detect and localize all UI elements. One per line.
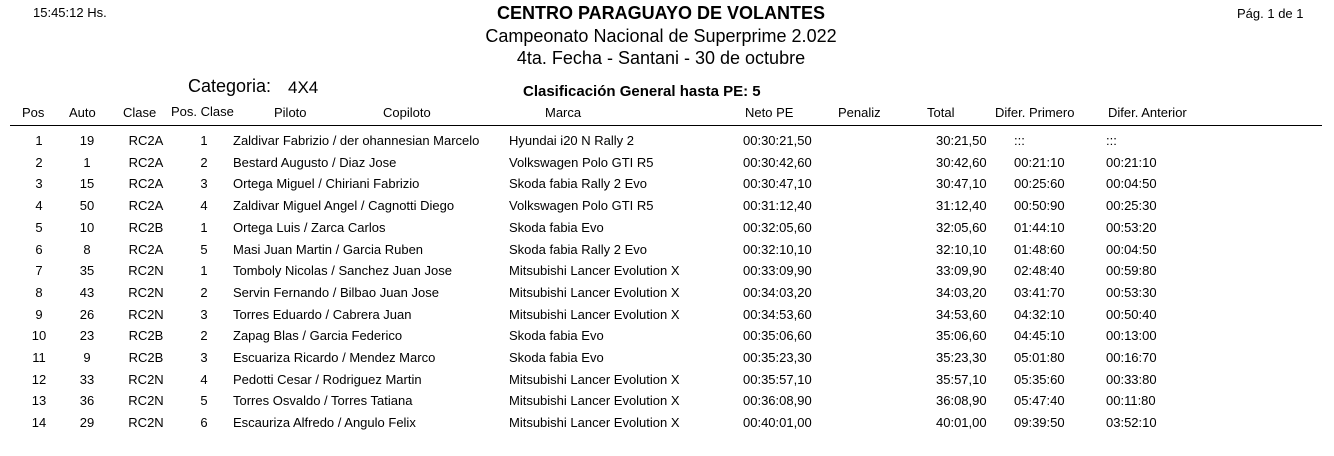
cell-pos: 6: [35, 241, 43, 257]
table-row: [0, 303, 1334, 325]
cell-clase: RC2B: [128, 219, 164, 235]
cell-crew: Zaldivar Miguel Angel / Cagnotti Diego: [233, 198, 455, 214]
cell-pos: 5: [35, 219, 43, 235]
cell-marca: Mitsubishi Lancer Evolution X: [509, 415, 680, 431]
table-row: [0, 324, 1334, 346]
cell-marca: Skoda fabia Evo: [509, 219, 604, 235]
report-time: 15:45:12 Hs.: [33, 5, 107, 20]
cell-auto: 15: [79, 176, 95, 192]
cell-marca: Skoda fabia Rally 2 Evo: [509, 176, 648, 192]
col-header-dif-primero: Difer. Primero: [995, 105, 1075, 120]
cell-crew: Torres Eduardo / Cabrera Juan: [233, 306, 412, 322]
table-row: [0, 411, 1334, 433]
cell-pos: 13: [31, 393, 47, 409]
col-header-marca: Marca: [545, 105, 582, 120]
cell-dif-anterior: 00:25:30: [1106, 198, 1157, 214]
cell-dif-primero: 00:25:60: [1014, 176, 1065, 192]
cell-total: 33:09,90: [936, 263, 987, 279]
cell-crew: Bestard Augusto / Diaz Jose: [233, 154, 397, 170]
col-header-piloto: Piloto: [274, 105, 307, 120]
cell-dif-primero: 03:41:70: [1014, 284, 1065, 300]
cell-auto: 29: [79, 415, 95, 431]
cell-dif-anterior: 00:04:50: [1106, 176, 1157, 192]
cell-pos: 9: [35, 306, 43, 322]
cell-dif-primero: :::: [1014, 133, 1025, 148]
cell-auto: 50: [79, 198, 95, 214]
cell-pos-clase: 5: [200, 393, 208, 409]
cell-marca: Mitsubishi Lancer Evolution X: [509, 263, 680, 279]
cell-marca: Skoda fabia Evo: [509, 350, 604, 365]
cell-dif-anterior: 00:50:40: [1106, 306, 1157, 322]
col-header-neto: Neto PE: [745, 105, 794, 120]
cell-total: 34:53,60: [936, 306, 987, 322]
table-row: [0, 238, 1334, 260]
cell-neto: 00:35:57,10: [743, 371, 812, 387]
cell-auto: 9: [83, 350, 91, 365]
cell-marca: Skoda fabia Evo: [509, 328, 604, 344]
cell-clase: RC2A: [128, 241, 164, 257]
cell-neto: 00:32:10,10: [743, 241, 812, 257]
cell-neto: 00:30:42,60: [743, 154, 812, 170]
cell-marca: Volkswagen Polo GTI R5: [509, 198, 654, 214]
table-row: [0, 389, 1334, 411]
cell-clase: RC2N: [128, 371, 164, 387]
cell-clase: RC2N: [128, 393, 164, 409]
cell-total: 32:05,60: [936, 219, 987, 235]
cell-crew: Ortega Luis / Zarca Carlos: [233, 219, 386, 235]
cell-pos-clase: 6: [200, 415, 208, 431]
cell-pos: 8: [35, 284, 43, 300]
cell-total: 31:12,40: [936, 198, 987, 214]
cell-auto: 26: [79, 306, 95, 322]
cell-clase: RC2N: [128, 306, 164, 322]
cell-crew: Escauriza Alfredo / Angulo Felix: [233, 415, 416, 431]
cell-auto: 33: [79, 371, 95, 387]
cell-dif-primero: 09:39:50: [1014, 415, 1065, 431]
cell-total: 30:42,60: [936, 154, 987, 170]
cell-neto: 00:31:12,40: [743, 198, 812, 214]
table-row: [0, 194, 1334, 216]
cell-neto: 00:33:09,90: [743, 263, 812, 279]
cell-dif-anterior: 00:53:20: [1106, 219, 1157, 235]
cell-pos: 12: [31, 371, 47, 387]
cell-neto: 00:30:47,10: [743, 176, 812, 192]
cell-pos: 10: [31, 328, 47, 344]
cell-clase: RC2A: [128, 133, 164, 148]
cell-crew: Tomboly Nicolas / Sanchez Juan Jose: [233, 263, 452, 279]
col-header-auto: Auto: [69, 105, 96, 120]
cell-clase: RC2A: [128, 176, 164, 192]
cell-clase: RC2N: [128, 284, 164, 300]
col-header-copiloto: Copiloto: [383, 105, 431, 120]
report-title: CENTRO PARAGUAYO DE VOLANTES: [496, 3, 826, 23]
championship-name: Campeonato Nacional de Superprime 2.022: [485, 26, 837, 46]
cell-dif-primero: 05:01:80: [1014, 350, 1065, 365]
cell-dif-anterior: 00:33:80: [1106, 371, 1157, 387]
cell-pos-clase: 1: [200, 219, 208, 235]
cell-auto: 43: [79, 284, 95, 300]
col-header-pos-clase: Pos. Clase: [171, 104, 234, 119]
cell-dif-primero: 04:45:10: [1014, 328, 1065, 344]
cell-pos-clase: 3: [200, 176, 208, 192]
table-row: [0, 281, 1334, 303]
cell-dif-anterior: 00:53:30: [1106, 284, 1157, 300]
cell-dif-primero: 05:35:60: [1014, 371, 1065, 387]
cell-auto: 8: [83, 241, 91, 257]
cell-dif-primero: 02:48:40: [1014, 263, 1065, 279]
cell-neto: 00:35:23,30: [743, 350, 812, 365]
cell-neto: 00:40:01,00: [743, 415, 812, 431]
cell-crew: Escuariza Ricardo / Mendez Marco: [233, 350, 436, 365]
cell-marca: Mitsubishi Lancer Evolution X: [509, 284, 680, 300]
cell-clase: RC2B: [128, 328, 164, 344]
col-header-total: Total: [927, 105, 955, 120]
cell-total: 36:08,90: [936, 393, 987, 409]
cell-neto: 00:30:21,50: [743, 133, 812, 148]
cell-pos: 3: [35, 176, 43, 192]
cell-total: 30:21,50: [936, 133, 987, 148]
cell-dif-anterior: 03:52:10: [1106, 415, 1157, 431]
cell-clase: RC2A: [128, 198, 164, 214]
cell-pos-clase: 2: [200, 328, 208, 344]
cell-dif-anterior: 00:11:80: [1106, 393, 1156, 409]
cell-crew: Ortega Miguel / Chiriani Fabrizio: [233, 176, 420, 192]
cell-auto: 36: [79, 393, 95, 409]
cell-clase: RC2B: [128, 350, 164, 365]
cell-marca: Mitsubishi Lancer Evolution X: [509, 306, 680, 322]
header-divider: [10, 125, 1322, 126]
cell-auto: 23: [79, 328, 95, 344]
cell-dif-anterior: 00:21:10: [1106, 154, 1157, 170]
table-row: [0, 129, 1334, 151]
col-header-penaliz: Penaliz: [838, 105, 881, 120]
col-header-pos: Pos: [22, 105, 45, 120]
cell-total: 35:06,60: [936, 328, 987, 344]
cell-auto: 10: [79, 219, 95, 235]
cell-total: 40:01,00: [936, 415, 987, 431]
category-label: Categoria:: [188, 76, 272, 96]
cell-clase: RC2A: [128, 154, 164, 170]
cell-total: 34:03,20: [936, 284, 987, 300]
cell-pos-clase: 3: [200, 306, 208, 322]
cell-marca: Mitsubishi Lancer Evolution X: [509, 371, 680, 387]
cell-pos-clase: 3: [200, 350, 208, 365]
cell-neto: 00:35:06,60: [743, 328, 812, 344]
cell-crew: Torres Osvaldo / Torres Tatiana: [233, 393, 413, 409]
cell-auto: 19: [79, 133, 95, 148]
cell-pos: 14: [31, 415, 47, 431]
table-row: [0, 172, 1334, 194]
cell-dif-primero: 05:47:40: [1014, 393, 1065, 409]
category-value: 4X4: [288, 78, 319, 97]
cell-pos-clase: 4: [200, 371, 208, 387]
cell-pos: 4: [35, 198, 43, 214]
cell-pos-clase: 4: [200, 198, 208, 214]
cell-pos-clase: 2: [200, 154, 208, 170]
cell-marca: Hyundai i20 N Rally 2: [509, 133, 635, 148]
col-header-clase: Clase: [123, 105, 157, 120]
cell-neto: 00:32:05,60: [743, 219, 812, 235]
cell-neto: 00:34:03,20: [743, 284, 812, 300]
col-header-dif-anterior: Difer. Anterior: [1108, 105, 1187, 120]
cell-marca: Mitsubishi Lancer Evolution X: [509, 393, 680, 409]
cell-crew: Masi Juan Martin / Garcia Ruben: [233, 241, 424, 257]
table-row: [0, 151, 1334, 173]
classification-heading: Clasificación General hasta PE: 5: [523, 83, 761, 100]
cell-total: 30:47,10: [936, 176, 987, 192]
page-indicator: Pág. 1 de 1: [1237, 6, 1304, 21]
cell-dif-anterior: 00:59:80: [1106, 263, 1157, 279]
cell-pos: 2: [35, 154, 43, 170]
cell-dif-primero: 01:48:60: [1014, 241, 1065, 257]
cell-marca: Skoda fabia Rally 2 Evo: [509, 241, 648, 257]
cell-crew: Zapag Blas / Garcia Federico: [233, 328, 403, 344]
cell-crew: Pedotti Cesar / Rodriguez Martin: [233, 371, 422, 387]
cell-pos-clase: 5: [200, 241, 208, 257]
cell-dif-anterior: :::: [1106, 133, 1117, 148]
cell-auto: 35: [79, 263, 95, 279]
cell-auto: 1: [83, 154, 91, 170]
event-info: 4ta. Fecha - Santani - 30 de octubre: [516, 48, 806, 68]
cell-dif-primero: 04:32:10: [1014, 306, 1065, 322]
cell-neto: 00:34:53,60: [743, 306, 812, 322]
cell-neto: 00:36:08,90: [743, 393, 812, 409]
table-row: [0, 346, 1334, 368]
cell-dif-primero: 01:44:10: [1014, 219, 1065, 235]
table-row: [0, 259, 1334, 281]
cell-pos-clase: 1: [200, 133, 208, 148]
cell-crew: Zaldivar Fabrizio / der ohannesian Marcelo: [233, 133, 480, 148]
cell-dif-anterior: 00:13:00: [1106, 328, 1157, 344]
cell-crew: Servin Fernando / Bilbao Juan Jose: [233, 284, 439, 300]
cell-total: 35:57,10: [936, 371, 987, 387]
cell-dif-anterior: 00:04:50: [1106, 241, 1157, 257]
table-row: [0, 368, 1334, 390]
cell-pos-clase: 1: [200, 263, 208, 279]
cell-pos: 7: [35, 263, 43, 279]
cell-dif-primero: 00:21:10: [1014, 154, 1065, 170]
cell-clase: RC2N: [128, 415, 164, 431]
cell-dif-primero: 00:50:90: [1014, 198, 1065, 214]
cell-total: 35:23,30: [936, 350, 987, 365]
cell-pos-clase: 2: [200, 284, 208, 300]
table-row: [0, 216, 1334, 238]
cell-dif-anterior: 00:16:70: [1106, 350, 1157, 365]
cell-total: 32:10,10: [936, 241, 987, 257]
cell-clase: RC2N: [128, 263, 164, 279]
cell-pos: 11: [32, 350, 46, 365]
cell-marca: Volkswagen Polo GTI R5: [509, 154, 654, 170]
cell-pos: 1: [35, 133, 43, 148]
